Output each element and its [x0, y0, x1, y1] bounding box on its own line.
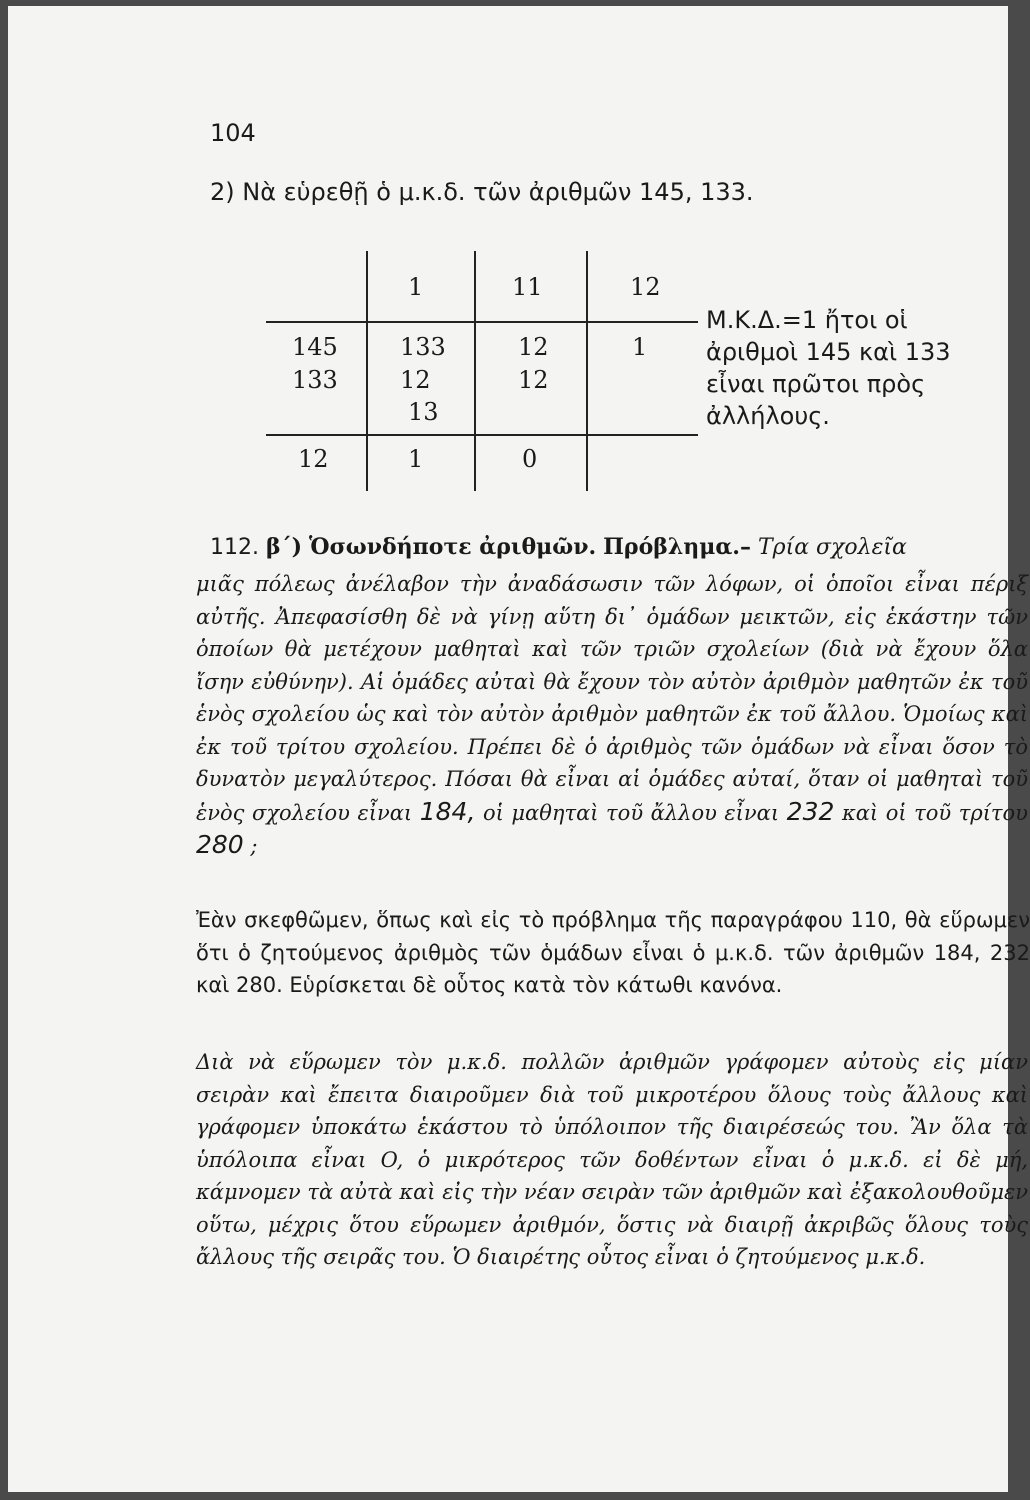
number-280: 280: [196, 830, 244, 859]
cell-r4-c2: 1: [408, 445, 424, 473]
gcd-note: Μ.Κ.Δ.=1 ἤτοι οἱ ἀριθμοὶ 145 καὶ 133 εἶναι πρῶτοι πρὸς ἀλλήλους.: [706, 306, 951, 430]
cell-r2-c1: 133: [292, 366, 338, 394]
table-hline-bottom: [266, 434, 698, 436]
quotient-3: 12: [630, 273, 661, 301]
book-page: [8, 6, 1030, 1492]
cell-r2-c2: 12: [400, 366, 431, 394]
problem-text-a: μιᾶς πόλεως ἀνέλαβον τὴν ἀναδάσωσιν τῶν λόφων, οἱ ὁποῖοι εἶναι πέριξ αὐτῆς. Ἀπεφασίσθη δὲ νὰ γίνῃ αὕτη δι᾽ ὁμάδων μεικτῶν, εἰς ἑκάστην τῶν ὁποίων θὰ μετέχουν μαθηταὶ καὶ τῶν τριῶν σχολείων (διὰ νὰ ἔχουν ὅλα ἴσην εὐθύνην). Αἱ ὁμάδες αὐταὶ θὰ ἔχουν τὸν αὐτὸν ἀριθμὸν μαθητῶν ἐκ τοῦ ἑνὸς σχολείου ὡς καὶ τὸν αὐτὸν ἀριθμὸν μαθητῶν ἐκ τοῦ ἄλλου. Ὁμοίως καὶ ἐκ τοῦ τρίτου σχολείου. Πρέπει δὲ ὁ ἀριθμὸς τῶν ὁμάδων νὰ εἶναι ὅσον τὸ δυνατὸν μεγαλύτερος. Πόσαι θὰ εἶναι αἱ ὁμάδες αὐταί, ὅταν οἱ μαθηταὶ τοῦ ἑνὸς σχολείου εἶναι: [196, 572, 1028, 825]
section-subtitle: Πρόβλημα.–: [603, 534, 751, 560]
cell-r1-c1: 145: [292, 333, 338, 361]
section-label: β΄): [265, 534, 303, 560]
cell-r1-c2: 133: [400, 333, 446, 361]
cell-r1-c3: 12: [518, 333, 549, 361]
cell-r2-c3: 12: [518, 366, 549, 394]
number-184: 184,: [419, 796, 476, 826]
quotient-1: 1: [408, 273, 424, 301]
cell-r1-c4: 1: [632, 333, 648, 361]
table-vline-2: [474, 251, 476, 491]
rule-paragraph: Διὰ νὰ εὕρωμεν τὸν μ.κ.δ. πολλῶν ἀριθμῶν γράφομεν αὐτοὺς εἰς μίαν σειρὰν καὶ ἔπειτα διαιροῦμεν διὰ τοῦ μικροτέρου ὅλους τοὺς ἄλλους καὶ γράφομεν ὑποκάτω ἑκάστου τὸ ὑπόλοιπον τῆς διαιρέσεώς του. Ἂν ὅλα τὰ ὑπόλοιπα εἶναι O, ὁ μικρότερος τῶν δοθέντων εἶναι ὁ μ.κ.δ. εἰ δὲ μή, κάμνομεν τὰ αὐτὰ καὶ εἰς τὴν νέαν σειρὰν τῶν ἀριθμῶν καὶ ἐξακολουθοῦμεν οὕτω, μέχρις ὅτου εὕρωμεν ἀριθμόν, ὅστις νὰ διαιρῇ ἀκριβῶς ὅλους τοὺς ἄλλους τῆς σειρᾶς του. Ὁ διαιρέτης οὗτος εἶναι ὁ ζητούμενος μ.κ.δ.: [196, 1050, 1028, 1269]
solution-paragraph: Ἐὰν σκεφθῶμεν, ὅπως καὶ εἰς τὸ πρόβλημα τῆς παραγράφου 110, θὰ εὕρωμεν ὅτι ὁ ζητούμενος ἀριθμὸς τῶν ὁμάδων εἶναι ὁ μ.κ.δ. τῶν ἀριθμῶν 184, 232 καὶ 280. Εὑρίσκεται δὲ οὗτος κατὰ τὸν κάτωθι κανόνα.: [196, 908, 1030, 997]
cell-r4-c1: 12: [298, 445, 329, 473]
table-vline-1: [366, 251, 368, 491]
section-heading: [210, 534, 907, 560]
table-vline-3: [586, 251, 588, 491]
number-232: 232: [786, 796, 835, 826]
problem-text-b: οἱ μαθηταὶ τοῦ ἄλλου εἶναι: [482, 800, 780, 825]
section-title: Ὁσωνδήποτε ἀριθμῶν.: [309, 534, 597, 560]
problem-text-d: ;: [250, 834, 258, 858]
table-hline-top: [266, 321, 698, 323]
cell-r4-c3: 0: [522, 445, 538, 473]
division-table: [258, 251, 698, 491]
quotient-2: 11: [512, 273, 543, 301]
cell-r3-c2: 13: [408, 398, 439, 426]
problem-text-c: καὶ οἱ τοῦ τρίτου: [841, 800, 1028, 825]
problem-statement: 2) Νὰ εὑρεθῇ ὁ μ.κ.δ. τῶν ἀριθμῶν 145, 133.: [210, 178, 754, 206]
section-lead: Τρία σχολεῖα: [757, 535, 907, 560]
problem-paragraph: [196, 568, 1028, 863]
page-number: 104: [210, 119, 256, 147]
section-number: 112.: [210, 535, 259, 560]
